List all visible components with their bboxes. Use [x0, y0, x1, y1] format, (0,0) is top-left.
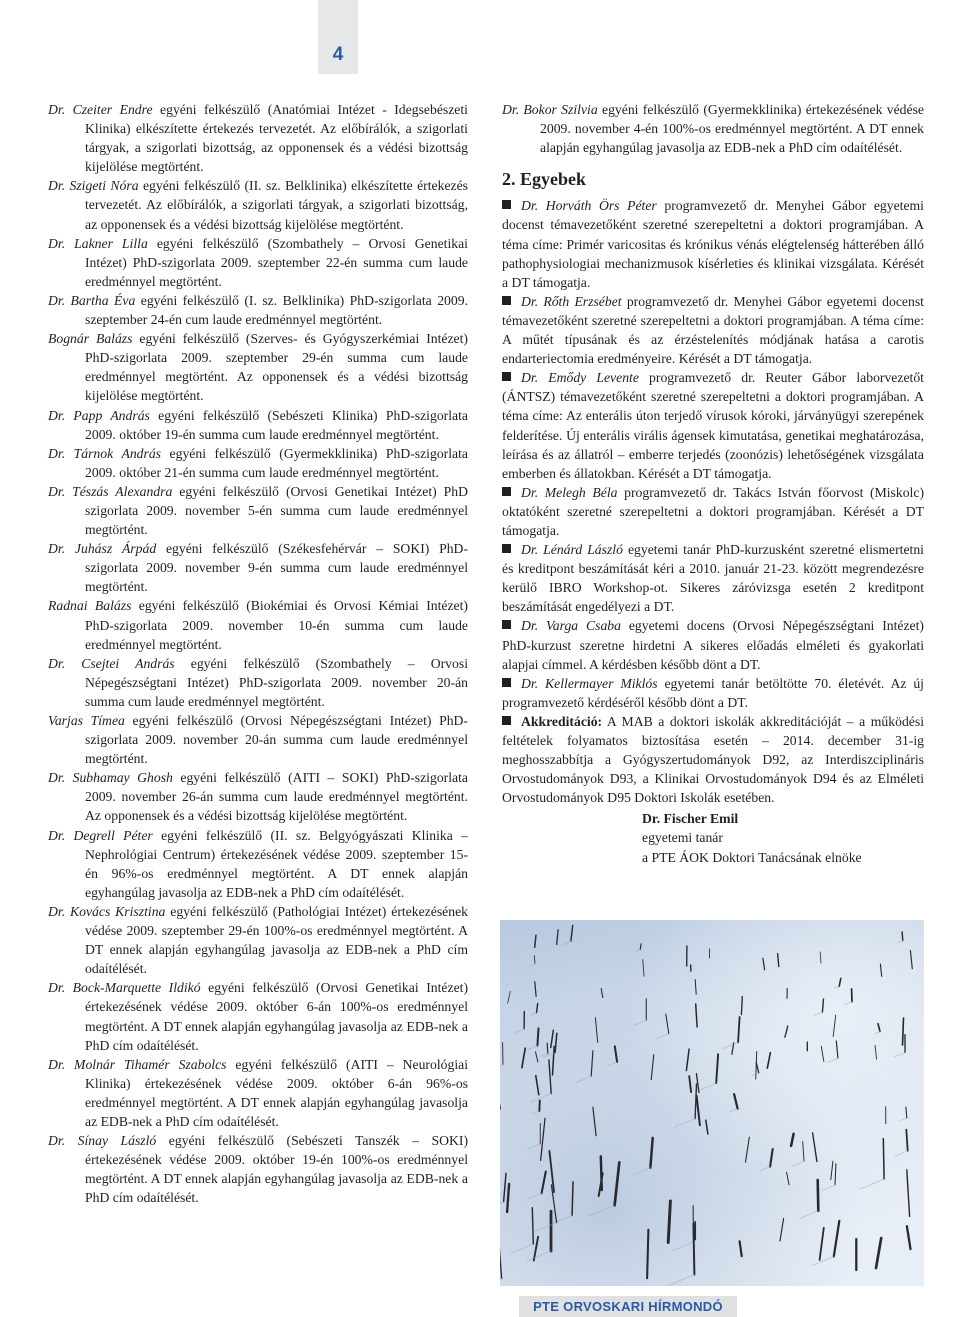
- person-name: Dr. Bock-Marquette Ildikó: [48, 980, 201, 996]
- person-name: Dr. Juhász Árpád: [48, 541, 157, 557]
- entry-text: egyéni felkészülő (I. sz. Belklinika) PhD-szigorlata 2009. szeptember 24-én cum laude eredménnyel megtörtént.: [85, 292, 468, 328]
- plant-stalk: [601, 1156, 602, 1190]
- section-title: Egyebek: [520, 169, 587, 190]
- person-name: Dr. Molnár Tihamér Szabolcs: [48, 1056, 227, 1072]
- person-name: Dr. Horváth Örs Péter: [521, 198, 657, 214]
- entry-text: programvezető dr. Menyhei Gábor egyetemi docenst témavezetőként szeretné szerepeltetni a doktori programjában. A téma címe: Primér varicositas és krónikus vénás elégtelenség hátterében álló pathophysiologiai mechanizmusok kísérleties és klinikai vizsgálata. Kérését a DT támogatja.: [502, 198, 924, 290]
- list-item: [48, 596, 468, 653]
- person-name: Dr. Papp András: [48, 407, 150, 423]
- entry-text: egyetemi tanár PhD-kurzusként szeretné elismertetni és kreditpont beszámítását kéri a 2010. január 21-23. között megrendezésre kerülő IBRO Workshop-ot. Sikeres záróvizsga esetén 2 kreditpont beszámítását engedélyezi a DT.: [502, 542, 924, 615]
- bullet-item: [502, 712, 924, 807]
- bullet-item: [502, 674, 924, 712]
- entry-text: egyéni felkészülő (Gyermekklinika) értekezésének védése 2009. november 4-én 100%-os eredménnyel megtörtént. A DT ennek alapján egyhangúlag javasolja az EDB-nek a PhD cím odaítélését.: [540, 102, 924, 156]
- entry-text: programvezető dr. Menyhei Gábor egyetemi docenst témavezetőként szeretné szerepeltetni a doktori programjában. A téma címe: A műtét típusának és az érzéstelenítés módjának hatása a carotis endarteriectomia eredményeire. Kérését a DT támogatja.: [502, 293, 924, 367]
- plant-stalk: [647, 1230, 648, 1279]
- square-bullet-icon: [502, 296, 511, 305]
- person-name: Radnai Balázs: [48, 598, 132, 614]
- footer-banner: [519, 1296, 737, 1317]
- list-item: [48, 978, 468, 1054]
- entry-text: egyéni felkészülő (Sebészeti Klinika) PhD-szigorlata 2009. október 19-én summa cum laude eredménnyel megtörtént.: [85, 407, 468, 442]
- person-name: Bognár Balázs: [48, 331, 133, 347]
- entry-text: egyéni felkészülő (Székesfehérvár – SOKI) PhD-szigorlata 2009. november 9-én summa cum laude eredménnyel megtörtént.: [85, 541, 468, 595]
- entry-text: egyéni felkészülő (Orvosi Genetikai Intézet) PhD szigorlata 2009. november 5-én summa cum laude eredménnyel megtörtént.: [85, 483, 468, 538]
- entry-text: egyéni felkészülő (II. sz. Belgyógyászati Klinika – Nephrológiai Centrum) értekezésének védése 2009. szeptember 15-én 96%-os eredménnyel megtörtént. A DT ennek alapján egyhangúlag javasolja az EDB-nek a PhD cím odaítélését.: [85, 827, 469, 900]
- bullet-item: [502, 540, 924, 616]
- person-name: Dr. Csejtei András: [48, 655, 175, 671]
- page-number: 4: [332, 44, 344, 65]
- square-bullet-icon: [502, 372, 511, 381]
- plant-stalk: [903, 1018, 904, 1045]
- list-item: [48, 406, 468, 444]
- person-name: Dr. Lénárd László: [521, 542, 623, 558]
- square-bullet-icon: [502, 544, 511, 553]
- entry-text: programvezető dr. Reuter Gábor laborvezetőt (ÁNTSZ) témavezetőként szeretné szerepeltetni a doktori programjában. A téma címe: Az enterális úton terjedő vírusok kóroki, járványügyi szerepének felderítése. Új enterális virális ágensek kimutatása, genetikai meghatározása, leírása és az állatról – emberre terjedés (zoonózis) lehetőségének vizsgálata emberben és állatokban. Kérését a DT támogatja.: [502, 370, 924, 481]
- page-number-tab: [318, 0, 358, 74]
- person-name: Dr. Subhamay Ghosh: [48, 770, 173, 786]
- entry-text: egyetemi tanár betöltötte 70. életévét. Az új programvezető kérdéséről később dönt a DT.: [502, 675, 924, 710]
- entry-text: egyéni felkészülő (Szerves- és Gyógyszerkémiai Intézet) PhD-szigorlata 2009. szeptember 29-én summa cum laude eredménnyel megtörtént. Az opponensek és a védési bizottság kijelölése megtörtént.: [85, 331, 468, 404]
- signatory-title: egyetemi tanár: [642, 830, 723, 846]
- square-bullet-icon: [502, 200, 511, 209]
- entry-text: egyéni felkészülő (II. sz. Belklinika) elkészítette értekezés tervezetét. Az előbírálók, a szigorlati tárgyak, a szigorlati bizottság, az opponensek és a védési bizottság kijelölése megtörtént.: [85, 178, 468, 232]
- person-name: Dr. Melegh Béla: [521, 484, 618, 500]
- person-name: Dr. Czeiter Endre: [48, 102, 153, 117]
- person-name: Dr. Lakner Lilla: [48, 235, 148, 251]
- entry-text: egyetemi docens (Orvosi Népegészségtani Intézet) PhD-kurzust szeretne hirdetni A sikeres előadás elméleti és gyakorlati alapjai címmel. A kérdésben később dönt a DT.: [502, 618, 924, 672]
- bullet-item: [502, 368, 924, 483]
- bullet-item: [502, 483, 924, 540]
- section-number: 2.: [502, 169, 516, 190]
- entry-text: egyéni felkészülő (Szombathely – Orvosi Népegészségtani Intézet) PhD-szigorlata 2009. november 20-án summa cum laude eredménnyel megtörtént.: [85, 655, 469, 709]
- list-item: [48, 1055, 468, 1131]
- list-item: [48, 711, 468, 768]
- entry-text: egyéni felkészülő (Anatómiai Intézet - Idegsebészeti Klinika) elkészítette értekezés tervezetét. Az előbírálók, a szigorlati tárgyak, a szigorlati bizottság, az opponensek és a védési bizottság kijelölése megtörtént.: [85, 102, 468, 175]
- entry-text: egyéni felkészülő (Pathológiai Intézet) értekezésének védése 2009. szeptember 29-én 100%-os eredménnyel megtörtént. A DT ennek alapján egyhangúlag javasolja az EDB-nek a PhD cím odaítélését.: [85, 903, 468, 977]
- person-name: Dr. Tárnok András: [48, 445, 161, 461]
- bullet-item: [502, 196, 924, 291]
- person-name: Dr. Kellermayer Miklós: [521, 675, 658, 691]
- plant-stalk: [532, 1208, 533, 1244]
- entry-text: egyéni felkészülő (Biokémiai és Orvosi Kémiai Intézet) PhD-szigorlata 2009. november 10-én summa cum laude eredménnyel megtörtént.: [85, 598, 468, 652]
- person-name: Varjas Tímea: [48, 713, 125, 728]
- plant-stalk: [741, 997, 742, 1015]
- person-name: Dr. Rőth Erzsébet: [521, 293, 622, 309]
- list-item: [48, 234, 468, 291]
- list-item: [48, 539, 468, 596]
- list-item: [48, 1131, 468, 1207]
- square-bullet-icon: [502, 487, 511, 496]
- list-item: [48, 654, 468, 711]
- list-item: [502, 100, 924, 157]
- plant-stalk: [572, 1182, 573, 1216]
- person-name: Dr. Varga Csaba: [521, 618, 621, 634]
- plant-stalk: [883, 1139, 884, 1179]
- person-name: Dr. Bartha Éva: [48, 292, 136, 308]
- list-item: [48, 826, 468, 902]
- list-item: [48, 444, 468, 482]
- signatory-name: Dr. Fischer Emil: [642, 811, 739, 827]
- list-item: [48, 329, 468, 405]
- plant-stalk: [539, 1101, 540, 1112]
- person-name: Dr. Kovács Krisztina: [48, 903, 166, 919]
- accreditation-label: Akkreditáció:: [521, 713, 603, 729]
- entry-text: egyéni felkészülő (Sebészeti Tanszék – SOKI) értekezésének védése 2009. október 19-én 100%-os eredménnyel megtörtént. A DT ennek alapján egyhangúlag javasolja az EDB-nek a PhD cím odaítélését.: [85, 1133, 468, 1206]
- plant-stalk: [818, 1180, 819, 1211]
- plant-stalk: [693, 1224, 694, 1275]
- person-name: Dr. Szigeti Nóra: [48, 178, 139, 194]
- signatory-role: a PTE ÁOK Doktori Tanácsának elnöke: [642, 849, 862, 865]
- entry-text: egyéni felkészülő (AITI – SOKI) PhD-szigorlata 2009. november 26-án summa cum laude eredménnyel megtörtént. Az opponensek és a védési bizottság kijelölése megtörtént.: [85, 770, 468, 824]
- list-item: [48, 291, 468, 329]
- entry-text: egyéni felkészülő (Gyermekklinika) PhD-szigorlata 2009. október 21-én summa cum laude eredménnyel megtörtént.: [85, 445, 468, 480]
- list-item: [48, 176, 468, 233]
- person-name: Dr. Emődy Levente: [521, 370, 639, 386]
- entry-text: egyéni felkészülő (Szombathely – Orvosi Genetikai Intézet) PhD-szigorlata 2009. szeptember 22-én summa cum laude eredménnyel megtörtént.: [85, 235, 468, 289]
- plant-stalk: [547, 1043, 548, 1053]
- plant-stalk: [537, 1028, 538, 1045]
- person-name: Dr. Degrell Péter: [48, 827, 153, 843]
- list-item: [48, 482, 468, 539]
- snow-field-photo: [500, 920, 924, 1286]
- person-name: Dr. Bokor Szilvia: [502, 102, 598, 117]
- entry-text: egyéni felkészülő (Orvosi Genetikai Intézet) értekezésének védése 2009. október 6-án 100%-os eredménnyel megtörtént. A DT ennek alapján egyhangúlag javasolja az EDB-nek a PhD cím odaítélését.: [85, 980, 469, 1053]
- person-name: Dr. Tészás Alexandra: [48, 483, 173, 499]
- square-bullet-icon: [502, 716, 511, 725]
- entry-text: programvezető dr. Takács István főorvost (Miskolc) oktatóként szeretné szerepeltetni a doktori programjában. Kérését a DT támogatja.: [502, 484, 924, 538]
- bullet-item: [502, 292, 924, 368]
- square-bullet-icon: [502, 678, 511, 687]
- publication-name: PTE ORVOSKARI HÍRMONDÓ: [533, 1299, 723, 1314]
- plant-stalk: [902, 932, 903, 941]
- list-item: [48, 768, 468, 825]
- left-column: [48, 100, 468, 1207]
- entry-text: egyéni felkészülő (AITI – Neurológiai Klinika) értekezésének védése 2009. október 6-án 96%-os eredménnyel megtörtént. A DT ennek alapján egyhangúlag javasolja az EDB-nek a PhD cím odaítélését.: [85, 1056, 469, 1129]
- bullet-item: [502, 616, 924, 673]
- signature-block: [642, 809, 924, 866]
- section-heading: [502, 170, 924, 189]
- list-item: [48, 100, 468, 176]
- person-name: Dr. Sínay László: [48, 1133, 157, 1149]
- list-item: [48, 902, 468, 978]
- entry-text: egyéni felkészülő (Orvosi Népegészségtani Intézet) PhD-szigorlata 2009. november 20-án summa cum laude eredménnyel megtörtént.: [85, 713, 468, 767]
- square-bullet-icon: [502, 620, 511, 629]
- entry-text: A MAB a doktori iskolák akkreditációját – a működési feltételek folyamatos biztosítása esetén – 2014. december 31-ig meghosszabbítja a Gyógyszertudományok D92, az Interdiszciplináris Orvostudományok D93, a Klinikai Orvostudományok D94 és az Elméleti Orvostudományok D95 Doktori Iskolák esetében.: [502, 713, 924, 806]
- right-column: [502, 100, 924, 867]
